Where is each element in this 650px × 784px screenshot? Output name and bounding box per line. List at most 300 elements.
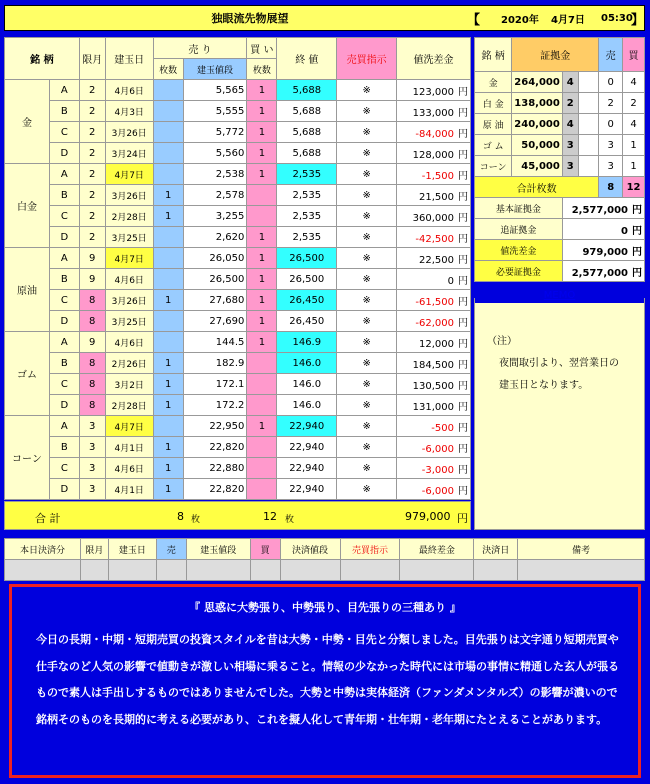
position-row xyxy=(5,479,471,500)
settlement-cell xyxy=(474,560,518,581)
commodity-name: 金 xyxy=(5,80,50,164)
close-price-cell: 22,940 xyxy=(277,479,337,500)
close-price-cell: 22,940 xyxy=(277,437,337,458)
pnl-value: -61,500 xyxy=(415,296,454,308)
pnl-cell xyxy=(397,458,471,479)
margin-name: コーン xyxy=(475,156,512,177)
pnl-value: -6,000 xyxy=(421,443,454,455)
date-cell: 4月7日 xyxy=(105,416,153,437)
signal-cell: ※ xyxy=(337,458,397,479)
series-cell: B xyxy=(49,269,79,290)
signal-cell: ※ xyxy=(337,479,397,500)
sell-qty-cell: 1 xyxy=(153,206,183,227)
totals-label: 合 計 xyxy=(35,512,61,525)
yen-unit: 円 xyxy=(458,422,468,434)
totals-yen: 円 xyxy=(457,512,468,525)
entry-price-cell: 26,050 xyxy=(183,248,247,269)
pnl-cell xyxy=(397,122,471,143)
margin-summary-row xyxy=(475,261,645,282)
margin-sell: 3 xyxy=(599,156,623,177)
memo-line-2: 夜間取引より、翌営業日の xyxy=(499,358,619,369)
date-cell: 4月6日 xyxy=(105,80,153,101)
yen-unit: 円 xyxy=(458,464,468,476)
margin-count: 3 xyxy=(562,135,578,156)
entry-price-cell: 172.1 xyxy=(183,374,247,395)
settlement-cell xyxy=(400,560,474,581)
entry-price-cell: 27,690 xyxy=(183,311,247,332)
positions-table xyxy=(4,37,471,500)
margin-blank xyxy=(578,93,599,114)
memo-title[interactable]: MEMO xyxy=(475,289,644,303)
month-cell: 8 xyxy=(79,311,105,332)
margin-sell: 0 xyxy=(599,72,623,93)
date-cell: 2月28日 xyxy=(105,395,153,416)
entry-price-cell: 5,565 xyxy=(183,80,247,101)
settlement-col-header: 最終差金 xyxy=(400,539,474,560)
entry-price-cell: 22,950 xyxy=(183,416,247,437)
sell-qty-cell xyxy=(153,227,183,248)
close-price-cell: 26,500 xyxy=(277,269,337,290)
bracket-right: 】 xyxy=(631,12,645,28)
close-price-cell: 2,535 xyxy=(277,164,337,185)
margin-sell: 0 xyxy=(599,114,623,135)
margin-blank xyxy=(578,72,599,93)
date-cell: 3月25日 xyxy=(105,227,153,248)
month-cell: 3 xyxy=(79,479,105,500)
essay-box xyxy=(9,584,641,778)
margin-summary-row xyxy=(475,240,645,261)
position-row xyxy=(5,374,471,395)
month-cell: 8 xyxy=(79,374,105,395)
date-cell: 4月6日 xyxy=(105,269,153,290)
series-cell: B xyxy=(49,353,79,374)
signal-cell: ※ xyxy=(337,101,397,122)
month-cell: 8 xyxy=(79,353,105,374)
settlement-cell xyxy=(518,560,645,581)
series-cell: D xyxy=(49,311,79,332)
yen-unit: 円 xyxy=(458,254,468,266)
close-price-cell: 146.0 xyxy=(277,374,337,395)
series-cell: D xyxy=(49,227,79,248)
commodity-name: 白金 xyxy=(5,164,50,248)
buy-qty-cell: 1 xyxy=(247,143,277,164)
entry-price-cell: 22,820 xyxy=(183,437,247,458)
position-row xyxy=(5,269,471,290)
col-tatebi: 建玉日 xyxy=(105,38,153,80)
pnl-cell xyxy=(397,374,471,395)
entry-price-cell: 22,880 xyxy=(183,458,247,479)
month-cell: 9 xyxy=(79,248,105,269)
margin-name: 原 油 xyxy=(475,114,512,135)
month-cell: 8 xyxy=(79,395,105,416)
close-price-cell: 2,535 xyxy=(277,185,337,206)
close-price-cell: 146.9 xyxy=(277,332,337,353)
sell-qty-cell xyxy=(153,248,183,269)
summary-value xyxy=(562,261,644,282)
pnl-value: -6,000 xyxy=(421,485,454,497)
signal-cell: ※ xyxy=(337,416,397,437)
side-col-uri: 売 xyxy=(599,38,623,72)
sell-qty-cell xyxy=(153,416,183,437)
buy-qty-cell xyxy=(247,353,277,374)
col-gengetsu: 限月 xyxy=(79,38,105,80)
settlement-cell xyxy=(280,560,340,581)
yen-unit: 円 xyxy=(458,128,468,140)
entry-price-cell: 3,255 xyxy=(183,206,247,227)
buy-qty-cell: 1 xyxy=(247,80,277,101)
pnl-value: 21,500 xyxy=(419,191,454,203)
date-cell: 3月26日 xyxy=(105,185,153,206)
yen-unit: 円 xyxy=(632,267,642,279)
close-price-cell: 26,450 xyxy=(277,290,337,311)
header-time: 05:30 xyxy=(601,12,633,24)
position-row xyxy=(5,416,471,437)
bracket-left: 【 xyxy=(467,12,481,28)
close-price-cell: 2,535 xyxy=(277,206,337,227)
summary-amount: 2,577,000 xyxy=(571,267,628,279)
totals-buy: 12 xyxy=(263,510,277,523)
sell-qty-cell: 1 xyxy=(153,374,183,395)
close-price-cell: 5,688 xyxy=(277,122,337,143)
margin-row xyxy=(475,114,645,135)
close-price-cell: 22,940 xyxy=(277,416,337,437)
entry-price-cell: 5,555 xyxy=(183,101,247,122)
signal-cell: ※ xyxy=(337,164,397,185)
position-row xyxy=(5,101,471,122)
settlement-cell xyxy=(156,560,186,581)
summary-label: 追証拠金 xyxy=(475,219,563,240)
col-tate-nedan: 建玉値段 xyxy=(183,59,247,80)
settlement-table xyxy=(4,538,645,581)
sell-qty-cell xyxy=(153,122,183,143)
pnl-cell xyxy=(397,479,471,500)
margin-name: ゴ ム xyxy=(475,135,512,156)
settlement-cell xyxy=(340,560,400,581)
essay-body: 今日の長期・中期・短期売買の投資スタイルを昔は大勢・中勢・目先と分類しました。目先張りは文字通り短期売買や仕手なのど人気の影響で値動きが激しい相場に乗ること。情報の少なかった時代には市場の事情に精通した玄人が張るもので素人は手出しするものではありませんでした。大勢と中勢は実体経済（ファンダメンタルズ）の影響が濃いので銘柄そのものを長期的に考える必要があり、これを擬人化して青年期・壮年期・老年期にたとえることがあります。 xyxy=(36,633,619,726)
pnl-value: 22,500 xyxy=(419,254,454,266)
position-row xyxy=(5,164,471,185)
settlement-cell xyxy=(250,560,280,581)
pnl-cell xyxy=(397,437,471,458)
settlement-col-header: 決済値段 xyxy=(280,539,340,560)
sell-qty-cell: 1 xyxy=(153,395,183,416)
yen-unit: 円 xyxy=(632,225,642,237)
entry-price-cell: 22,820 xyxy=(183,479,247,500)
entry-price-cell: 5,772 xyxy=(183,122,247,143)
yen-unit: 円 xyxy=(458,443,468,455)
position-row xyxy=(5,206,471,227)
margin-total-sell: 8 xyxy=(599,177,623,198)
sell-qty-cell: 1 xyxy=(153,458,183,479)
margin-amount: 240,000 xyxy=(512,114,563,135)
buy-qty-cell: 1 xyxy=(247,227,277,248)
date-cell: 3月24日 xyxy=(105,143,153,164)
sell-qty-cell xyxy=(153,164,183,185)
position-row xyxy=(5,248,471,269)
commodity-name: 原油 xyxy=(5,248,50,332)
entry-price-cell: 2,578 xyxy=(183,185,247,206)
col-buy-maisu: 枚数 xyxy=(247,59,277,80)
position-row xyxy=(5,437,471,458)
signal-cell: ※ xyxy=(337,332,397,353)
signal-cell: ※ xyxy=(337,395,397,416)
commodity-name: コーン xyxy=(5,416,50,500)
summary-value xyxy=(562,240,644,261)
pnl-cell xyxy=(397,332,471,353)
series-cell: A xyxy=(49,80,79,101)
summary-amount: 0 xyxy=(621,225,628,237)
pnl-value: 128,000 xyxy=(412,149,454,161)
date-cell: 3月26日 xyxy=(105,290,153,311)
commodity-name: ゴム xyxy=(5,332,50,416)
month-cell: 2 xyxy=(79,80,105,101)
entry-price-cell: 26,500 xyxy=(183,269,247,290)
pnl-cell xyxy=(397,248,471,269)
settlement-col-header: 本日決済分 xyxy=(5,539,81,560)
margin-amount: 138,000 xyxy=(512,93,563,114)
col-owarine: 終 値 xyxy=(277,38,337,80)
series-cell: A xyxy=(49,164,79,185)
month-cell: 9 xyxy=(79,269,105,290)
margin-row xyxy=(475,72,645,93)
yen-unit: 円 xyxy=(458,338,468,350)
margin-amount: 264,000 xyxy=(512,72,563,93)
sell-qty-cell xyxy=(153,143,183,164)
series-cell: B xyxy=(49,101,79,122)
buy-qty-cell xyxy=(247,395,277,416)
margin-blank xyxy=(578,114,599,135)
date-cell: 2月28日 xyxy=(105,206,153,227)
margin-sell: 2 xyxy=(599,93,623,114)
signal-cell: ※ xyxy=(337,311,397,332)
totals-pnl: 979,000 xyxy=(405,510,451,523)
margin-row xyxy=(475,156,645,177)
date-cell: 3月2日 xyxy=(105,374,153,395)
position-row xyxy=(5,458,471,479)
summary-label: 値洗差金 xyxy=(475,240,563,261)
buy-qty-cell xyxy=(247,185,277,206)
summary-value xyxy=(562,219,644,240)
month-cell: 2 xyxy=(79,122,105,143)
summary-value xyxy=(562,198,644,219)
pnl-cell xyxy=(397,227,471,248)
series-cell: A xyxy=(49,332,79,353)
date-cell: 3月25日 xyxy=(105,311,153,332)
series-cell: C xyxy=(49,122,79,143)
pnl-cell xyxy=(397,311,471,332)
memo-line-3: 建玉日となります。 xyxy=(499,380,589,391)
buy-qty-cell: 1 xyxy=(247,269,277,290)
sell-qty-cell xyxy=(153,101,183,122)
signal-cell: ※ xyxy=(337,290,397,311)
side-col-meigara: 銘 柄 xyxy=(475,38,512,72)
sell-qty-cell: 1 xyxy=(153,290,183,311)
margin-row xyxy=(475,135,645,156)
pnl-value: 130,500 xyxy=(412,380,454,392)
position-row xyxy=(5,143,471,164)
position-row xyxy=(5,227,471,248)
position-row xyxy=(5,290,471,311)
yen-unit: 円 xyxy=(458,296,468,308)
sell-qty-cell: 1 xyxy=(153,479,183,500)
margin-summary-row xyxy=(475,219,645,240)
buy-qty-cell: 1 xyxy=(247,122,277,143)
buy-qty-cell: 1 xyxy=(247,311,277,332)
date-cell: 4月6日 xyxy=(105,458,153,479)
yen-unit: 円 xyxy=(458,212,468,224)
margin-row xyxy=(475,93,645,114)
pnl-cell xyxy=(397,416,471,437)
buy-qty-cell: 1 xyxy=(247,332,277,353)
col-meigara: 銘 柄 xyxy=(5,38,80,80)
signal-cell: ※ xyxy=(337,248,397,269)
signal-cell: ※ xyxy=(337,374,397,395)
yen-unit: 円 xyxy=(458,170,468,182)
buy-qty-cell xyxy=(247,479,277,500)
position-row xyxy=(5,311,471,332)
margin-buy: 4 xyxy=(623,72,645,93)
buy-qty-cell xyxy=(247,374,277,395)
month-cell: 3 xyxy=(79,458,105,479)
settlement-cell xyxy=(5,560,81,581)
pnl-value: 12,000 xyxy=(419,338,454,350)
header-bar xyxy=(4,5,645,31)
series-cell: A xyxy=(49,248,79,269)
date-cell: 4月6日 xyxy=(105,332,153,353)
header-year: 2020年 xyxy=(501,14,539,26)
settlement-col-header: 買 xyxy=(250,539,280,560)
pnl-cell xyxy=(397,101,471,122)
buy-qty-cell: 1 xyxy=(247,164,277,185)
series-cell: C xyxy=(49,206,79,227)
yen-unit: 円 xyxy=(458,149,468,161)
pnl-cell xyxy=(397,80,471,101)
col-uri: 売 り xyxy=(153,38,247,59)
date-cell: 4月1日 xyxy=(105,479,153,500)
pnl-value: 131,000 xyxy=(412,401,454,413)
sell-qty-cell xyxy=(153,269,183,290)
close-price-cell: 22,940 xyxy=(277,458,337,479)
pnl-value: 184,500 xyxy=(412,359,454,371)
yen-unit: 円 xyxy=(458,86,468,98)
page-title: 独眼流先物展望 xyxy=(211,12,289,25)
month-cell: 8 xyxy=(79,290,105,311)
close-price-cell: 5,688 xyxy=(277,101,337,122)
totals-sell-unit: 枚 xyxy=(191,515,201,525)
summary-amount: 979,000 xyxy=(582,246,628,258)
pnl-value: 360,000 xyxy=(412,212,454,224)
summary-amount: 2,577,000 xyxy=(571,204,628,216)
margin-amount: 50,000 xyxy=(512,135,563,156)
pnl-cell xyxy=(397,269,471,290)
entry-price-cell: 2,620 xyxy=(183,227,247,248)
totals-sell: 8 xyxy=(177,510,184,523)
position-row xyxy=(5,122,471,143)
pnl-value: -1,500 xyxy=(421,170,454,182)
buy-qty-cell xyxy=(247,437,277,458)
series-cell: B xyxy=(49,437,79,458)
month-cell: 9 xyxy=(79,332,105,353)
pnl-value: 133,000 xyxy=(412,107,454,119)
margin-count: 3 xyxy=(562,156,578,177)
margin-summary-row xyxy=(475,198,645,219)
essay-title: 『 思惑に大勢張り、中勢張り、目先張りの三種あり 』 xyxy=(189,601,461,614)
yen-unit: 円 xyxy=(458,380,468,392)
close-price-cell: 5,688 xyxy=(277,80,337,101)
sell-qty-cell: 1 xyxy=(153,185,183,206)
date-cell: 2月26日 xyxy=(105,353,153,374)
yen-unit: 円 xyxy=(458,233,468,245)
close-price-cell: 26,500 xyxy=(277,248,337,269)
totals-bar xyxy=(4,501,471,530)
pnl-cell xyxy=(397,164,471,185)
yen-unit: 円 xyxy=(632,246,642,258)
yen-unit: 円 xyxy=(458,401,468,413)
settlement-cell xyxy=(80,560,108,581)
signal-cell: ※ xyxy=(337,143,397,164)
month-cell: 2 xyxy=(79,206,105,227)
pnl-cell xyxy=(397,185,471,206)
position-row xyxy=(5,395,471,416)
pnl-value: -500 xyxy=(431,422,454,434)
settlement-cell xyxy=(108,560,156,581)
position-row xyxy=(5,353,471,374)
totals-buy-unit: 枚 xyxy=(285,515,295,525)
month-cell: 3 xyxy=(79,416,105,437)
margin-count: 4 xyxy=(562,114,578,135)
sell-qty-cell xyxy=(153,80,183,101)
series-cell: B xyxy=(49,185,79,206)
margin-total-buy: 12 xyxy=(623,177,645,198)
series-cell: C xyxy=(49,374,79,395)
position-row xyxy=(5,332,471,353)
date-cell: 4月1日 xyxy=(105,437,153,458)
margin-blank xyxy=(578,135,599,156)
yen-unit: 円 xyxy=(458,107,468,119)
col-baibai: 売買指示 xyxy=(337,38,397,80)
series-cell: C xyxy=(49,290,79,311)
pnl-value: -62,000 xyxy=(415,317,454,329)
series-cell: D xyxy=(49,395,79,416)
yen-unit: 円 xyxy=(458,359,468,371)
margin-total-label: 合計枚数 xyxy=(475,177,599,198)
pnl-value: -84,000 xyxy=(415,128,454,140)
entry-price-cell: 144.5 xyxy=(183,332,247,353)
buy-qty-cell: 1 xyxy=(247,101,277,122)
settlement-col-header: 建玉日 xyxy=(108,539,156,560)
settlement-col-header: 備考 xyxy=(518,539,645,560)
header-date: 4月7日 xyxy=(551,14,585,26)
month-cell: 3 xyxy=(79,437,105,458)
close-price-cell: 2,535 xyxy=(277,227,337,248)
month-cell: 2 xyxy=(79,143,105,164)
signal-cell: ※ xyxy=(337,269,397,290)
buy-qty-cell: 1 xyxy=(247,416,277,437)
settlement-col-header: 決済日 xyxy=(474,539,518,560)
close-price-cell: 146.0 xyxy=(277,395,337,416)
settlement-cell xyxy=(186,560,250,581)
pnl-value: 123,000 xyxy=(412,86,454,98)
series-cell: C xyxy=(49,458,79,479)
pnl-cell xyxy=(397,353,471,374)
entry-price-cell: 172.2 xyxy=(183,395,247,416)
side-col-kai: 買 xyxy=(623,38,645,72)
margin-buy: 1 xyxy=(623,156,645,177)
date-cell: 4月7日 xyxy=(105,248,153,269)
settlement-col-header: 限月 xyxy=(80,539,108,560)
entry-price-cell: 27,680 xyxy=(183,290,247,311)
pnl-cell xyxy=(397,143,471,164)
